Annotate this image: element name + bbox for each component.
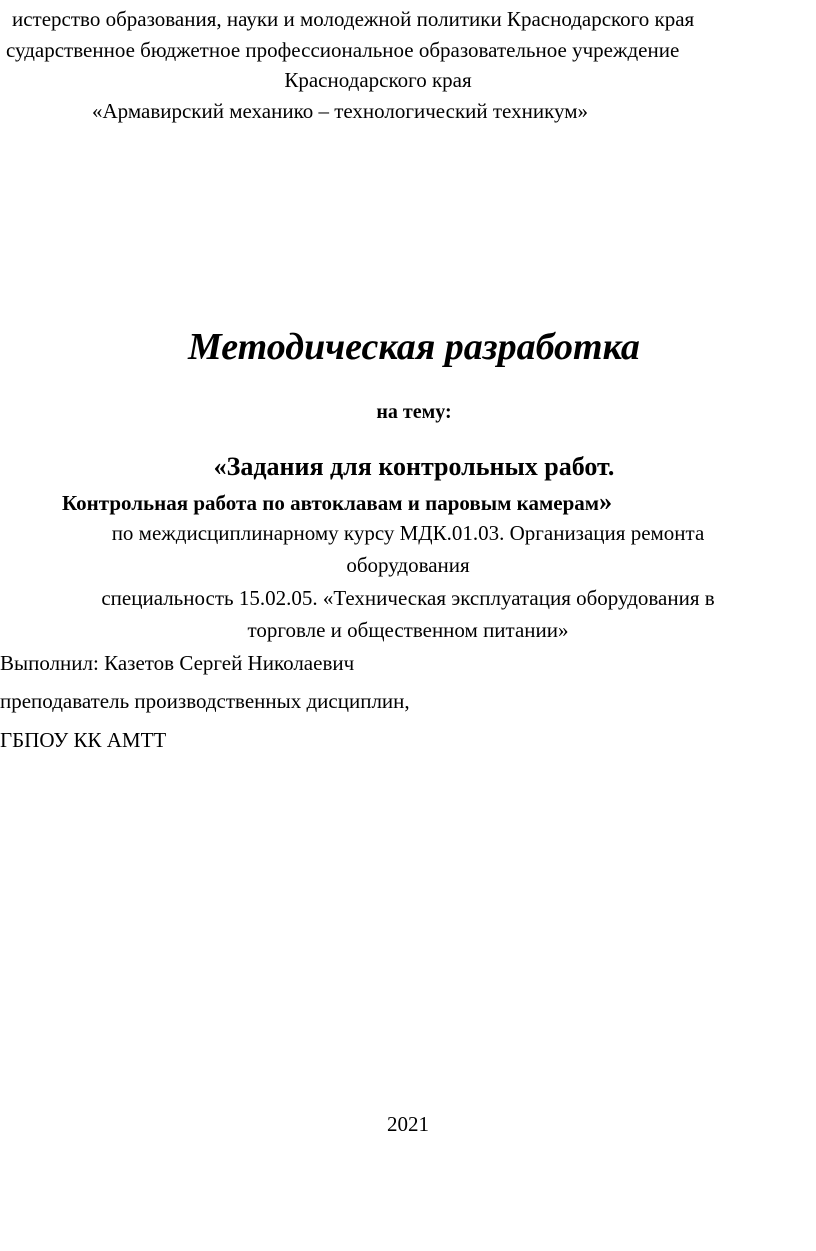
author-name: Выполнил: Казетов Сергей Николаевич [0, 651, 355, 675]
specialty-line-2: торговле и общественном питании» [247, 618, 569, 642]
region-line: Краснодарского края [284, 68, 472, 92]
year: 2021 [387, 1112, 429, 1136]
course-line-1: по междисциплинарному курсу МДК.01.03. Организация ремонта [111, 521, 705, 545]
theme-line-2-text: Контрольная работа по автоклавам и паровым камерам [62, 491, 600, 515]
author-organization: ГБПОУ КК АМТТ [0, 728, 167, 752]
institution-name-line: «Армавирский механико – технологический техникум» [92, 99, 588, 123]
page-title: Методическая разработка [188, 326, 640, 368]
subtitle: на тему: [376, 401, 452, 423]
theme-closing-quote: » [599, 487, 613, 516]
specialty-line-1: специальность 15.02.05. «Техническая эксплуатация оборудования в [101, 586, 715, 610]
author-position: преподаватель производственных дисциплин, [0, 689, 410, 713]
theme-line-2 [62, 487, 612, 517]
ministry-line: истерство образования, науки и молодежной политики Краснодарского края [12, 7, 695, 31]
course-line-2: оборудования [346, 553, 470, 577]
institution-type-line: сударственное бюджетное профессиональное образовательное учреждение [6, 38, 680, 62]
theme-line-1: «Задания для контрольных работ. [213, 452, 615, 481]
